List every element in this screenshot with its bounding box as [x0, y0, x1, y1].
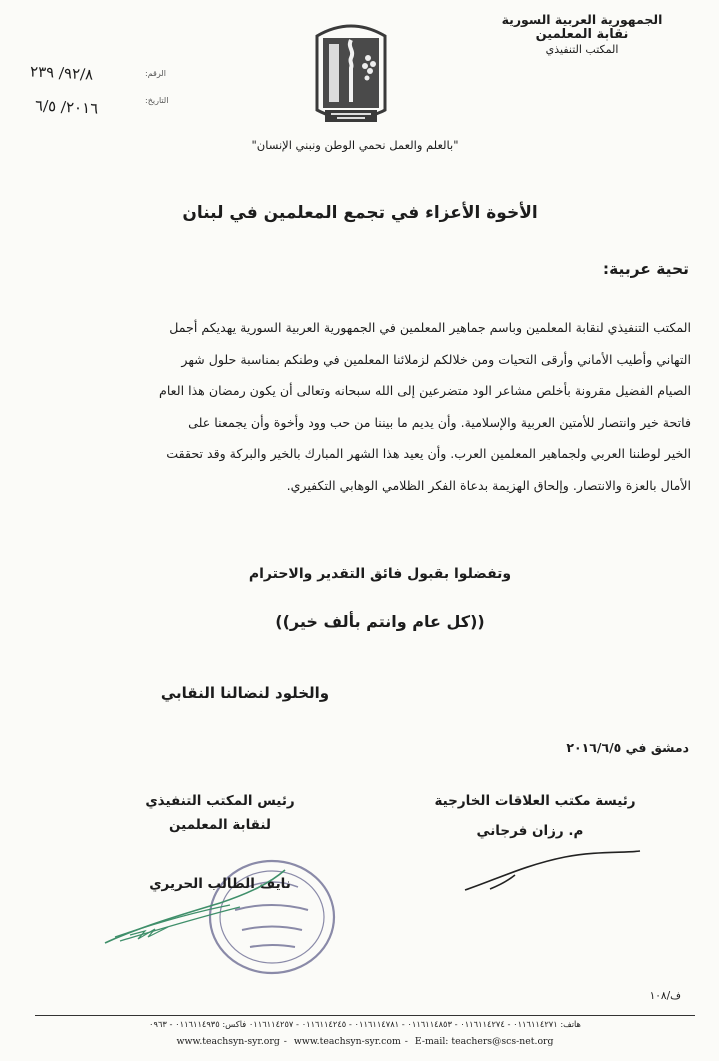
wishes-line: ((كل عام وانتم بألف خير)) — [275, 612, 485, 631]
republic-name: الجمهورية العربية السورية — [501, 12, 663, 27]
left-signatory-name: نايف الطالب الحريري — [149, 876, 291, 892]
eternal-line: والخلود لنضالنا النقابي — [160, 684, 330, 702]
email-link[interactable]: E-mail: teachers@scs-net.org — [414, 1036, 554, 1047]
office-name: المكتب التنفيذي — [545, 43, 619, 56]
right-signatory-name: م. رزان فرجاني — [476, 823, 584, 839]
closing-line: وتفضلوا بقبول فائق التقدير والاحترام — [248, 566, 512, 582]
body-line: الأمال بالعزة والانتصار. وإلحاق الهزيمة بدعاة الفكر الظلامي الوهابي التكفيري. — [286, 477, 691, 493]
body-line: فاتحة خير وانتصار للأمتين العربية والإسلامية. وأن يديم ما بيننا من حب وود وأخوة وأن يجمعنا على — [188, 414, 691, 430]
union-name: نقابة المعلمين — [535, 27, 629, 42]
ref-number-label: الرقم: — [145, 69, 166, 78]
left-signature-scribble — [100, 865, 290, 950]
letter-body — [27, 312, 691, 501]
footer-divider — [35, 1015, 695, 1016]
left-signatory-title: رئيس المكتب التنفيذي — [145, 793, 295, 809]
footer-web: www.teachsyn-syr.org - www.teachsyn-syr.com - E-mail: teachers@scs-net.org — [176, 1036, 554, 1047]
body-line: التهاني وأطيب الأماني وأرقى التحيات ومن خلالكم لزملائنا المعلمين في وطنكم بمناسبة حلول شهر — [181, 351, 691, 367]
body-line: المكتب التنفيذي لنقابة المعلمين وباسم جماهير المعلمين في الجمهورية العربية السورية يهديكم أجمل — [169, 320, 691, 335]
file-number: ف/١٠٨ — [649, 990, 681, 1002]
footer-phones: هاتف: ٠١١٦١١٤٢٧١ - ٠١١٦١١٤٢٧٤ - ٠١١٦١١٤٨٥٣ - ٠١١٦١١٤٧٨١ - ٠١١٦١١٤٢٤٥ - ٠١١٦١١٤٢٥٧ فاكس: ٠١١٦١١٤٩٣٥ - ٠٩٦٣ — [149, 1019, 581, 1029]
letter-title: الأخوة الأعزاء في تجمع المعلمين في لبنان — [182, 203, 538, 223]
body-line: الخير لوطننا العربي ولجماهير المعلمين العرب. وأن يعيد هذا الشهر المبارك بالخير والبركة وقد تحققت — [166, 446, 691, 461]
ref-date-value: ٢٠١٦/ ٦/٥ — [34, 96, 99, 118]
right-signature-scribble — [455, 845, 645, 900]
body-line: الصيام الفضيل مقرونة بأخلص مشاعر الود متضرعين إلى الله سبحانه وتعالى أن يكون رمضان هذا العام — [159, 383, 691, 398]
motto: "بالعلم والعمل نحمي الوطن ونبني الإنسان" — [251, 138, 459, 152]
ref-date-label: التاريخ: — [145, 96, 169, 105]
letterhead-institution — [487, 12, 677, 57]
website-com-link[interactable]: www.teachsyn-syr.com — [293, 1036, 401, 1047]
place-date: دمشق في ٢٠١٦/٦/٥ — [566, 740, 689, 755]
left-signatory-subtitle: لنقابة المعلمين — [169, 817, 271, 833]
right-signatory-title: رئيسة مكتب العلاقات الخارجية — [434, 793, 636, 809]
union-logo — [313, 18, 389, 130]
greeting: تحية عربية: — [602, 260, 689, 278]
ref-number-value: ٩٢/٨/ ٢٣٩ — [29, 62, 94, 84]
website-org-link[interactable]: www.teachsyn-syr.org — [176, 1036, 280, 1047]
